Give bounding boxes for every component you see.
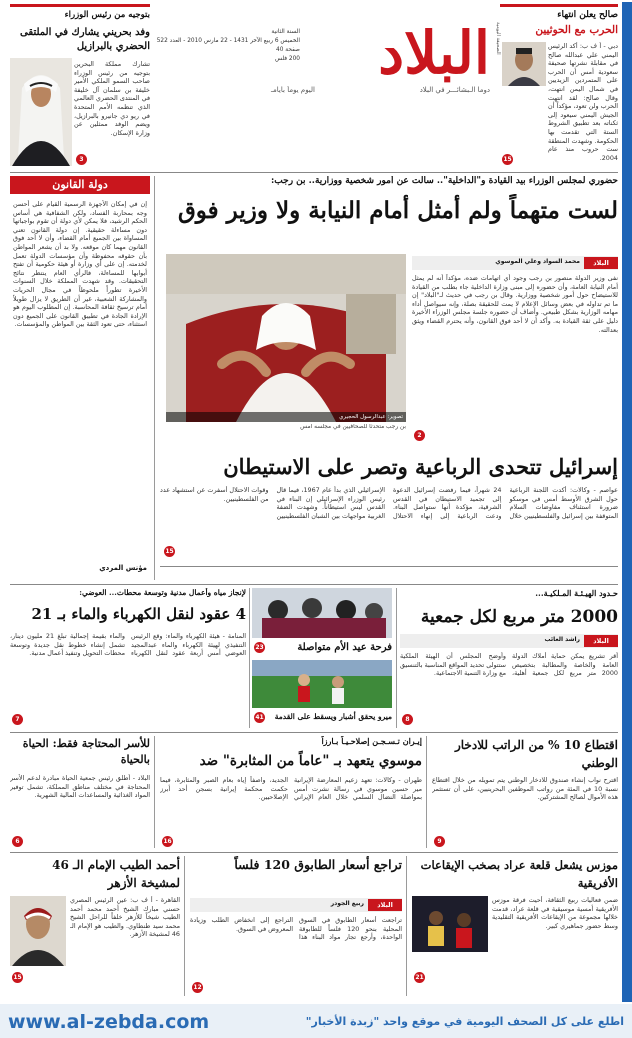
page-ref-badge: 12 — [193, 984, 202, 991]
masthead-info — [150, 28, 300, 68]
bricks-story — [190, 856, 402, 996]
mothers-day-photo — [252, 588, 392, 638]
column-divider — [154, 176, 155, 580]
column-divider — [396, 588, 397, 728]
issue-pages: صفحة 40 — [276, 47, 300, 53]
section-divider — [10, 852, 618, 853]
main-headline: لست متهماً ولم أمثل أمام النيابة ولا وزير فوق — [177, 197, 618, 224]
column-divider — [406, 856, 407, 996]
israel-body: عواصم - وكالات: أكدت اللجنة الرباعية حول الشرق الأوسط أمس في موسكو ضرورة استئناف مفاوضات السلام المتوقفة بين إسرائيل والفلسطينيين خلال 24 شهراً، فيما رفضت إسرائيل الدعوة إلى تجميد الاستيطان في القدس الشرقية، مؤكدة أنها ستواصل البناء. ودعت الرباعية إلى إنهاء الاحتلال الإسرائيلي الذي بدأ عام 1967، فيما قال رئيس الوزراء الإسرائيلي إن البناء في القدس ليس استيطاناً. وشهدت الضفة الغربية مواجهات بين الشبان الفلسطينيين وقوات الاحتلال أسفرت عن استشهاد عدد من الفلسطينيين. — [160, 486, 618, 520]
column-body: إن في إمكان الأجهزة الرسمية القيام على أحسن وجه بمحاربة الفساد، ولكن الشفافية هي أساس الحكم الرشيد، فلا يمكن لأي دولة أن تقوم بواجباتها دون مساءلة حقيقية. إن دولة القانون تعني المساواة بين الجميع أمام القضاء، وأن لا أحد فوق القانون مهما كان موقعه. ولا بد أن يشعر المواطن بأن حقوقه محفوظة وأن مؤسسات الدولة تعمل لخدمته. إن على أي وزارة أو هيئة حكومية أن تفتح أبوابها للمساءلة، فالرأي العام ينتظر نتائج التحقيقات. وقد شهدت المملكة خلال السنوات الأخيرة تطوراً ملحوظاً في مجال الحريات والمشاركة الشعبية، غير أن الطريق لا يزال طويلاً أمام ترسيخ ثقافة المحاسبة. إن المطلوب اليوم هو الإرادة الجادة في تطبيق القانون على الجميع دون استثناء، حتى تعود الثقة بين المواطن والمؤسسات. — [13, 200, 147, 329]
story-headline: وفد بحريني يشارك في الملتقى الحضري بالبرازيل — [20, 27, 150, 52]
salary-body: اقترح نواب إنشاء صندوق للادخار الوطني يتم تمويله من خلال اقتطاع نسبة 10 في المئة من رواتب الموظفين البحرينيين، على أن تستثمر هذه الأموال لصالح المشتركين. — [432, 776, 618, 802]
column-header: دولة القانون — [10, 176, 150, 194]
sports-photo — [252, 660, 392, 708]
israel-headline: إسرائيل تتحدى الرباعية وتصر على الاستيطان — [223, 454, 618, 479]
bricks-headline: تراجع أسعار الطابوق 120 فلساً — [234, 857, 402, 872]
page-ref-badge: 15 — [165, 548, 174, 555]
byline: راشد الغائب — [544, 636, 580, 643]
page-ref-badge: 15 — [13, 974, 22, 981]
land-body: أقر تشريع يمكن حماية أملاك الدولة العامة والخاصة والمطالبة بتخصيص 2000 متر مربع لكل جمعية أهلية، وأوضح المجلس أن الهيئة الملكية ستتولى تحديد المواقع المناسبة بالتنسيق مع وزارة التنمية الاجتماعية. — [400, 652, 618, 678]
byline-box — [190, 898, 402, 912]
top-right-story — [500, 4, 618, 170]
column-author: مؤنس المردي — [99, 564, 147, 572]
page-ref-badge: 8 — [402, 714, 413, 725]
byline-box — [412, 256, 618, 270]
iran-headline: موسوي يتعهد بـ "عاماً من المثابرة" ضد — [199, 753, 422, 769]
story-body: دبي - أ ف ب: أكد الرئيس اليمني علي عبدالله صالح في مقابلة نشرتها صحيفة سعودية أمس أن الحرب على المتمردين الزيديين في شمال اليمن انتهت، وقال صالح: لقد انتهت الحرب ولن تعود، مؤكداً أن الجيش اليمني سيعود إلى ثكناته بعد تطبيق الشروط الستة التي تقدمت بها الحكومة. وشهدت المنطقة ست حروب منذ عام 2004. — [548, 42, 618, 162]
masthead — [150, 20, 490, 98]
photo-stories — [252, 588, 392, 728]
page-ref-badge: 16 — [163, 838, 172, 845]
story-headline: الحرب مع الحوثيين — [535, 24, 618, 36]
salary-headline: اقتطاع 10 % من الراتب للادخار الوطني — [454, 738, 618, 770]
column-divider — [154, 736, 155, 848]
electricity-body: المنامة - هيئة الكهرباء والماء: وقع الرئيس التنفيذي لهيئة الكهرباء والماء عبدالمجيد العوضي أمس أربعة عقود لنقل الكهرباء والماء بقيمة إجمالية تبلغ 21 مليون دينار، تشمل إنشاء خطوط نقل جديدة وتوسعة محطات التحويل وتنفيذ أعمال مدنية. — [10, 632, 246, 658]
section-divider — [160, 566, 618, 567]
watermark-url[interactable]: www.al-zebda.com — [8, 1011, 210, 1033]
mosaic-photo — [412, 896, 488, 952]
prime-minister-photo — [10, 58, 72, 166]
watermark-banner — [0, 1004, 632, 1038]
bin-rajab-photo — [166, 254, 406, 422]
main-story — [160, 176, 618, 446]
page-ref-badge: 21 — [415, 974, 424, 981]
salary-story — [432, 736, 618, 848]
main-body: نفى وزير الدولة منصور بن رجب وجود أي اتهامات ضده، مؤكداً أنه لم يمثل أمام النيابة العامة، وأن حضوره إلى مبنى وزارة الداخلية جاء بطلب من القيادة للاستيضاح حول أمور شخصية ووزارية. وقال بن رجب في حديث لـ"البلاد" إن ما تم تداوله في بعض وسائل الإعلام لا يمت للحقيقة بصلة، وإنه سيواصل أداء مهامه الوزارية بشكل طبيعي. وأضاف أن حضوره جلسة مجلس الوزراء الأخيرة دليل على ثقة القيادة به. وأكد أن لا أحد فوق القانون، وأنه يحترم القضاء ويثق بعدالته. — [412, 274, 618, 334]
needy-body: البلاد - أطلق رئيس جمعية الحياة مبادرة لدعم الأسر المحتاجة في مختلف مناطق المملكة، تشمل توفير المواد الغذائية والمساعدات المالية الشهرية. — [10, 774, 150, 800]
paper-logo-tag: البلاد — [584, 257, 618, 269]
iran-body: طهران - وكالات: تعهد زعيم المعارضة الإيرانية مير حسين موسوي في رسالة نشرت أمس بمواصلة النضال السلمي خلال العام الإيراني الجديد، واصفاً إياه بعام الصبر والمثابرة، فيما حكمت محكمة إيرانية بسجن أحد أبرز الإصلاحيين. — [160, 776, 422, 802]
column-divider — [426, 736, 427, 848]
iran-story — [160, 736, 422, 848]
story-kicker: صالح يعلن انتهاء — [557, 10, 618, 20]
page-ref-badge: 6 — [12, 836, 23, 847]
story-kicker: بتوجيه من رئيس الوزراء — [64, 10, 150, 20]
azhar-headline: أحمد الطيب الإمام الـ 46 لمشيخة الأزهر — [52, 858, 180, 890]
top-left-story — [10, 4, 150, 170]
land-kicker: حـدود الهيـئـة المـلكيـة... — [535, 588, 618, 598]
paper-logo-tag: البلاد — [368, 899, 402, 911]
azhar-body: القاهرة - أ ف ب: عين الرئيس المصري حسني مبارك الشيخ أحمد محمد أحمد الطيب شيخاً للأزهر خلفاً للراحل الشيخ محمد سيد طنطاوي. والطيب هو الإمام الـ 46 لمشيخة الأزهر. — [70, 896, 180, 939]
column-divider — [184, 856, 185, 996]
byline-box — [400, 634, 618, 648]
al-tayeb-photo — [10, 896, 66, 966]
issue-date: الخميس 6 ربيع الآخر 1431 - 22 مارس 2010 - العدد 522 — [156, 38, 300, 44]
masthead-vertical-label: الصحيفة اليومية — [495, 22, 501, 55]
needy-headline: للأسر المحتاجة فقط: الحياة بالحياة — [22, 737, 150, 766]
column-divider — [249, 588, 250, 728]
main-kicker: حضوري لمجلس الوزراء بيد القيادة و"الداخلية".. سألت عن أمور شخصية ووزارية.. بن رجب: — [270, 176, 618, 186]
red-rule — [500, 4, 618, 7]
section-divider — [10, 584, 618, 585]
page-ref-badge: 3 — [76, 154, 87, 165]
sports-headline: ميرو يحقق أشبار ويسقط على القدمة — [274, 712, 392, 721]
section-divider — [10, 172, 618, 173]
issue-price: 200 فلس — [274, 56, 300, 62]
page-ref-badge: 41 — [255, 714, 264, 721]
page-ref-badge: 15 — [503, 156, 512, 163]
section-divider — [10, 732, 618, 733]
page-ref-badge: 7 — [12, 714, 23, 725]
iran-kicker: إيـران تـسـجـن إصلاحـيـاً بـارزاً — [321, 736, 422, 746]
opinion-column — [10, 176, 150, 580]
land-story — [400, 588, 618, 728]
masthead-logo: البلاد — [378, 20, 490, 86]
byline: ربيع الجودر — [330, 900, 364, 907]
mothers-day-headline: فرحة عيد الأم متواصلة — [297, 642, 392, 653]
mosaic-headline: موزس يشعل قلعة عراد بصخب الإيقاعات الأفريقية — [420, 858, 618, 890]
mosaic-body: ضمن فعاليات ربيع الثقافة، أحيت فرقة موزس الأفريقية أمسية موسيقية في قلعة عراد، قدمت خلالها مجموعة من الإيقاعات الأفريقية التقليدية وسط حضور جماهيري كبير. — [492, 896, 618, 930]
page-ref-badge: 9 — [434, 836, 445, 847]
photo-credit: تصوير: عبدالرسول الحجيري — [166, 412, 406, 422]
bricks-body: تراجعت أسعار الطابوق في السوق المحلية بنحو 120 فلساً للطابوقة الواحدة، وأرجع تجار مواد البناء هذا التراجع إلى انخفاض الطلب وزيادة المعروض في السوق. — [190, 916, 402, 942]
needy-story — [10, 736, 150, 848]
masthead-slogan: اليوم يوماً بأيامـ — [271, 86, 315, 94]
israel-story — [160, 452, 618, 562]
electricity-kicker: لإنجاز مياه وأعمال مدنية وتوسعة محطات... العوضي: — [79, 588, 246, 597]
photo-caption: بن رجب متحدثاً للصحافيين في مجلسه أمس — [300, 424, 406, 430]
saleh-photo — [502, 42, 546, 86]
masthead-tagline: دوما الـبشائـــر في البلاد — [419, 86, 490, 94]
byline: محمد السواد وعلي الموسوي — [495, 258, 580, 265]
red-rule — [10, 4, 150, 7]
electricity-story — [10, 588, 246, 728]
issue-year: السنة الثانية — [271, 29, 300, 35]
land-headline: 2000 متر مربع لكل جمعية — [420, 607, 618, 627]
page-ref-badge: 23 — [255, 644, 264, 651]
story-body: تشارك مملكة البحرين بتوجيه من رئيس الوزراء صاحب السمو الملكي الأمير خليفة بن سلمان آل خليفة في المنتدى الحضري العالمي الذي تنظمه الأمم المتحدة في ريو دي جانيرو بالبرازيل، ويضم الوفد ممثلين عن وزارة الإسكان. — [74, 60, 150, 137]
watermark-text: اطلع على كل الصحف اليومية في موقع واحد "زبدة الأخبار" — [305, 1015, 624, 1028]
right-edge-strip — [622, 2, 632, 1002]
electricity-headline: 4 عقود لنقل الكهرباء والماء بـ 21 — [31, 605, 246, 623]
azhar-story — [10, 856, 180, 996]
page-ref-badge: 2 — [414, 430, 425, 441]
mosaic-story — [412, 856, 618, 996]
paper-logo-tag: البلاد — [584, 635, 618, 647]
